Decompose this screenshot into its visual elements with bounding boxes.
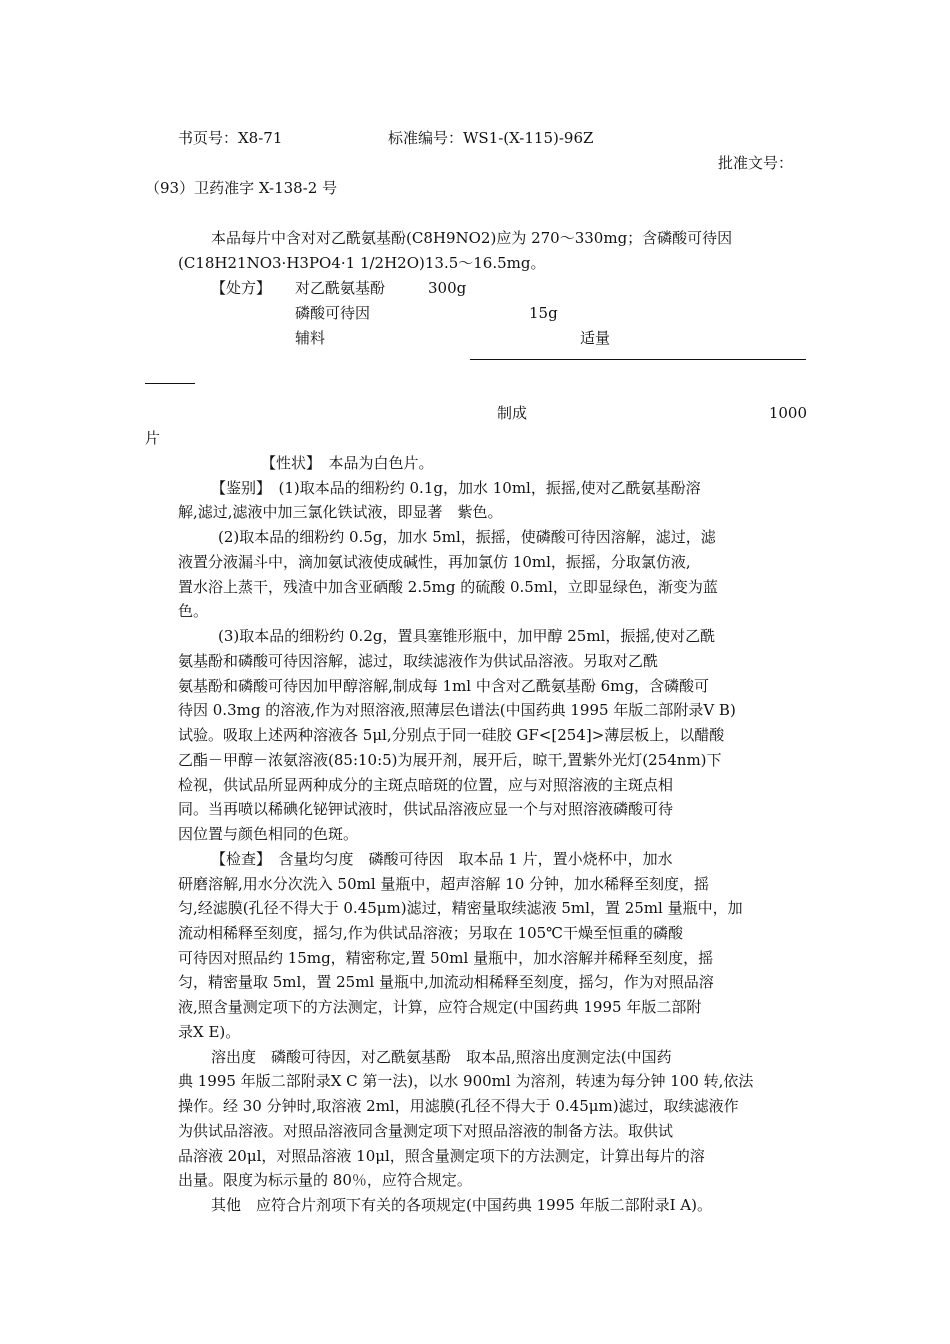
inspection-line-7: 液,照含量测定项下的方法测定，计算，应符合规定(中国药典 1995 年版二部附	[178, 998, 702, 1016]
identification-line-11: 试验。吸取上述两种溶液各 5μl,分别点于同一硅胶 GF<[254]>薄层板上，以醋酸	[178, 726, 725, 744]
identification-line-14: 同。当再喷以稀碘化铋钾试液时，供试品溶液应显一个与对照溶液磷酸可待	[178, 800, 674, 818]
identification-line-5: 置水浴上蒸干，残渣中加含亚硒酸 2.5mg 的硫酸 0.5ml，立即显绿色，渐变为蓝	[178, 578, 718, 596]
other-requirements: 其他 应符合片剂项下有关的各项规定(中国药典 1995 年版二部附录Ⅰ A)。	[211, 1196, 712, 1214]
identification-line-3: (2)取本品的细粉约 0.5g，加水 5ml，振摇，使磷酸可待因溶解，滤过，滤	[218, 528, 716, 546]
inspection-line-4: 流动相稀释至刻度，摇匀,作为供试品溶液；另取在 105℃干燥至恒重的磷酸	[178, 924, 683, 942]
book-page-number: 书页号：X8-71	[178, 129, 283, 147]
formula-ingredient-3: 辅料	[295, 329, 326, 347]
identification-line-13: 检视，供试品所显两种成分的主斑点暗斑的位置，应与对照溶液的主斑点相	[178, 776, 674, 794]
identification-line-15: 因位置与颜色相同的色斑。	[178, 825, 359, 843]
standard-number: 标准编号：WS1-(X-115)-96Z	[388, 129, 594, 147]
formula-rule-line	[470, 359, 806, 360]
dissolution-line-4: 为供试品溶液。对照品溶液同含量测定项下对照品溶液的制备方法。取供试	[178, 1122, 674, 1140]
inspection-line-6: 匀，精密量取 5ml，置 25ml 量瓶中,加流动相稀释至刻度，摇匀，作为对照品溶	[178, 973, 714, 991]
formula-made-unit: 片	[145, 429, 161, 447]
identification-line-12: 乙酯－甲醇－浓氨溶液(85:10:5)为展开剂，展开后，晾干,置紫外光灯(254nm)下	[178, 751, 722, 769]
dissolution-line-5: 品溶液 20μl，对照品溶液 10μl，照含量测定项下的方法测定，计算出每片的溶	[178, 1147, 705, 1165]
content-spec-line-1: 本品每片中含对对乙酰氨基酚(C8H9NO2)应为 270～330mg；含磷酸可待因	[211, 229, 733, 247]
identification-line-1: 【鉴别】 (1)取本品的细粉约 0.1g，加水 10ml，振摇,使对乙酰氨基酚溶	[211, 479, 701, 497]
dissolution-line-2: 典 1995 年版二部附录Ⅹ C 第一法)，以水 900ml 为溶剂，转速为每分钟 100 转,依法	[178, 1072, 754, 1090]
inspection-line-2: 研磨溶解,用水分次洗入 50ml 量瓶中，超声溶解 10 分钟，加水稀释至刻度，摇	[178, 875, 710, 893]
identification-line-4: 液置分液漏斗中，滴加氨试液使成碱性，再加氯仿 10ml，振摇，分取氯仿液,	[178, 553, 691, 571]
identification-line-8: 氨基酚和磷酸可待因溶解，滤过，取续滤液作为供试品溶液。另取对乙酰	[178, 652, 659, 670]
formula-ingredient-2: 磷酸可待因	[295, 304, 371, 322]
inspection-line-5: 可待因对照品约 15mg，精密称定,置 50ml 量瓶中，加水溶解并稀释至刻度，摇	[178, 949, 714, 967]
identification-line-9: 氨基酚和磷酸可待因加甲醇溶解,制成每 1ml 中含对乙酰氨基酚 6mg，含磷酸可	[178, 677, 710, 695]
identification-line-2: 解,滤过,滤液中加三氯化铁试液，即显著 紫色。	[178, 503, 503, 521]
formula-ingredient-1: 对乙酰氨基酚	[295, 279, 386, 297]
dissolution-line-6: 出量。限度为标示量的 80％，应符合规定。	[178, 1171, 472, 1189]
formula-made-amount: 1000	[768, 404, 807, 422]
identification-line-10: 待因 0.3mg 的溶液,作为对照溶液,照薄层色谱法(中国药典 1995 年版二部附录Ⅴ B)	[178, 701, 736, 719]
approval-number: （93）卫药准字 X-138-2 号	[145, 179, 338, 197]
formula-amount-2: 15g	[529, 304, 558, 322]
formula-amount-1: 300g	[428, 279, 467, 297]
formula-label: 【处方】	[211, 279, 272, 297]
dissolution-line-1: 溶出度 磷酸可待因，对乙酰氨基酚 取本品,照溶出度测定法(中国药	[211, 1048, 672, 1066]
approval-label: 批准文号：	[717, 154, 793, 172]
formula-rule-line-continued	[145, 383, 195, 384]
inspection-line-3: 匀,经滤膜(孔径不得大于 0.45μm)滤过，精密量取续滤液 5ml，置 25ml 量瓶中，加	[178, 899, 743, 917]
inspection-line-1: 【检查】 含量均匀度 磷酸可待因 取本品 1 片，置小烧杯中，加水	[211, 850, 673, 868]
identification-line-6: 色。	[178, 602, 209, 620]
content-spec-line-2: (C18H21NO3·H3PO4·1 1/2H2O)13.5～16.5mg。	[178, 254, 546, 272]
description-section: 【性状】 本品为白色片。	[261, 454, 434, 472]
dissolution-line-3: 操作。经 30 分钟时,取溶液 2ml，用滤膜(孔径不得大于 0.45μm)滤过，取续滤液作	[178, 1097, 739, 1115]
formula-amount-3: 适量	[580, 329, 611, 347]
identification-line-7: (3)取本品的细粉约 0.2g，置具塞锥形瓶中，加甲醇 25ml，振摇,使对乙酰	[218, 627, 716, 645]
inspection-line-8: 录Ⅹ E)。	[178, 1023, 241, 1041]
formula-made-label: 制成	[497, 404, 528, 422]
